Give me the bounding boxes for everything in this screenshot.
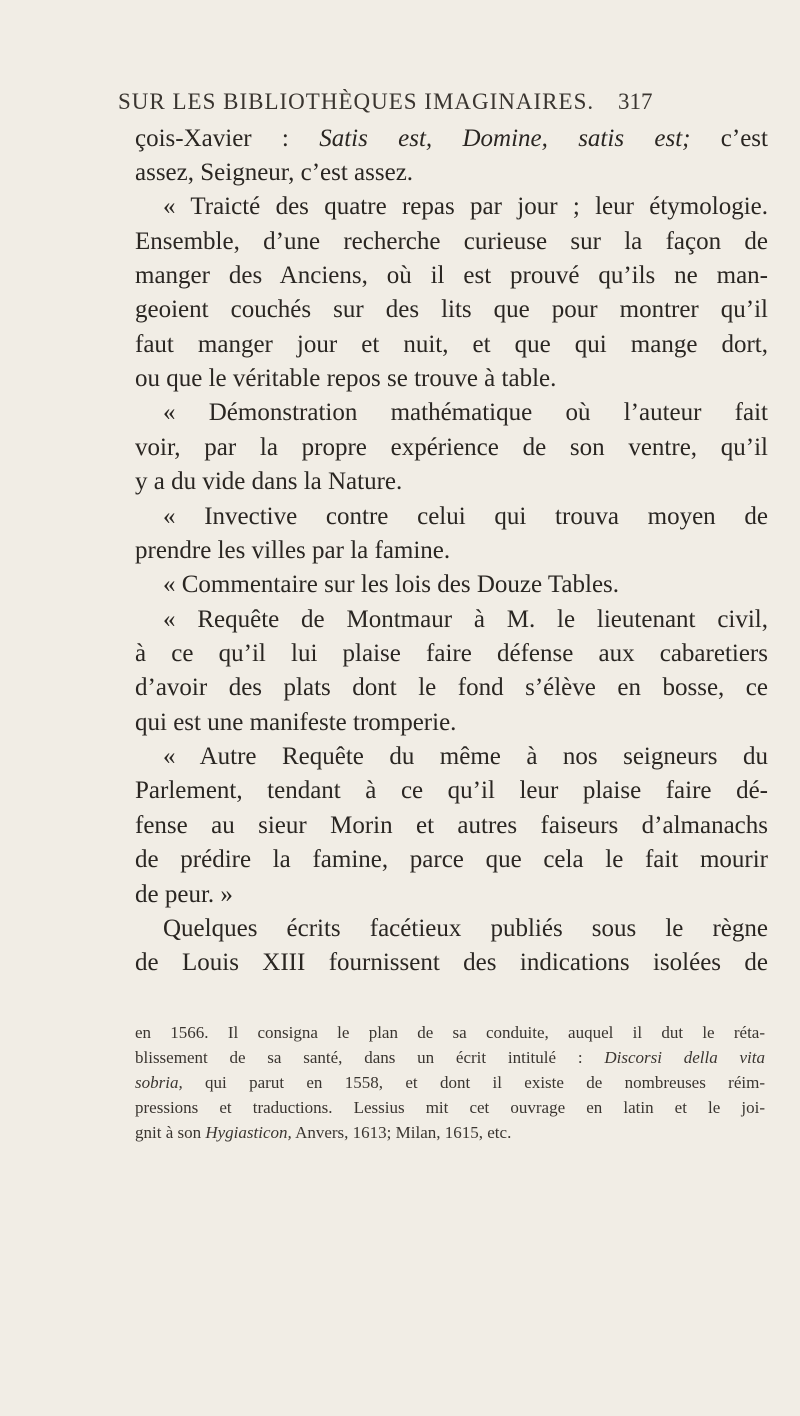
text-line: « Invective contre celui qui trouva moyen de	[163, 503, 768, 530]
footnote-line: sobria, qui parut en 1558, et dont il existe de nombreuses réim-	[135, 1073, 765, 1092]
text-line: de prédire la famine, parce que cela le fait mourir	[135, 846, 768, 873]
text-line: y a du vide dans la Nature.	[135, 468, 403, 495]
text-line: « Commentaire sur les lois des Douze Tables.	[163, 571, 620, 598]
text-line: « Traicté des quatre repas par jour ; leur étymologie.	[163, 193, 768, 220]
text-line: Ensemble, d’une recherche curieuse sur la façon de	[135, 228, 768, 255]
text-line: Parlement, tendant à ce qu’il leur plaise faire dé-	[135, 777, 768, 804]
text-line: « Démonstration mathématique où l’auteur fait	[163, 399, 768, 426]
text-line: d’avoir des plats dont le fond s’élève en bosse, ce	[135, 674, 768, 701]
text-line: « Requête de Montmaur à M. le lieutenant civil,	[163, 606, 768, 633]
text-line: fense au sieur Morin et autres faiseurs d’almanachs	[135, 812, 768, 839]
footnote-line: pressions et traductions. Lessius mit cet ouvrage en latin et le joi-	[135, 1098, 765, 1117]
footnote-line: blissement de sa santé, dans un écrit intitulé : Discorsi della vita	[135, 1048, 765, 1067]
text-line: prendre les villes par la famine.	[135, 537, 451, 564]
page-header	[0, 85, 800, 125]
text-line: à ce qu’il lui plaise faire défense aux cabaretiers	[135, 640, 768, 667]
page-number: 317	[618, 89, 653, 114]
text-line: de peur. »	[135, 881, 233, 908]
running-head: SUR LES BIBLIOTHÈQUES IMAGINAIRES.	[118, 89, 595, 114]
text-line: « Autre Requête du même à nos seigneurs du	[163, 743, 768, 770]
text-line: geoient couchés sur des lits que pour montrer qu’il	[135, 296, 768, 323]
text-line: çois-Xavier : Satis est, Domine, satis est; c’est	[135, 125, 768, 152]
latin-quote: Satis est, Domine, satis est;	[319, 125, 691, 152]
text-line: faut manger jour et nuit, et que qui mange dort,	[135, 331, 768, 358]
text-line: ou que le véritable repos se trouve à table.	[135, 365, 557, 392]
text-line: voir, par la propre expérience de son ventre, qu’il	[135, 434, 768, 461]
text-line: qui est une manifeste tromperie.	[135, 709, 457, 736]
text-line: manger des Anciens, où il est prouvé qu’ils ne man-	[135, 262, 768, 289]
footnote-line: gnit à son Hygiasticon, Anvers, 1613; Milan, 1615, etc.	[135, 1123, 512, 1142]
text-line: Quelques écrits facétieux publiés sous le règne	[163, 915, 768, 942]
footnote-line: en 1566. Il consigna le plan de sa conduite, auquel il dut le réta-	[135, 1023, 765, 1042]
text-line: de Louis XIII fournissent des indications isolées de	[135, 949, 768, 976]
text-line: assez, Seigneur, c’est assez.	[135, 159, 414, 186]
